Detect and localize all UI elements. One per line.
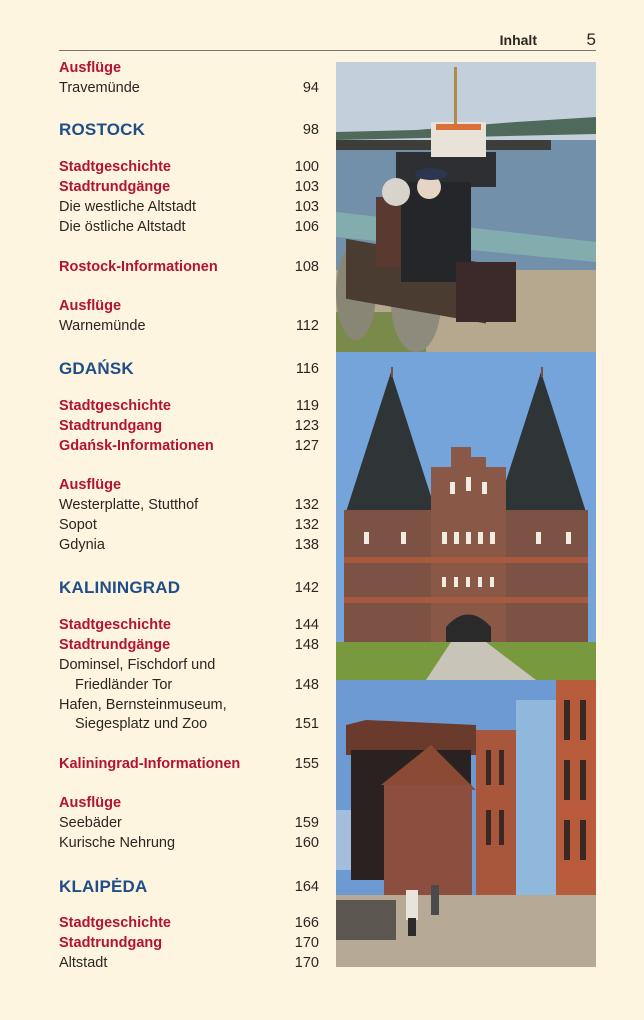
- toc-page-number: 132: [294, 497, 319, 513]
- table-of-contents: [59, 0, 319, 1020]
- toc-page-number: 170: [294, 935, 319, 951]
- toc-subheading: [59, 416, 319, 436]
- toc-subheading: [59, 933, 319, 953]
- toc-label: Rostock-Informationen: [59, 259, 218, 275]
- toc-city-heading: [59, 578, 319, 598]
- toc-page-number: 142: [294, 580, 319, 596]
- toc-page-number: 103: [294, 179, 319, 195]
- toc-subheading: [59, 635, 319, 655]
- toc-label: Westerplatte, Stutthof: [59, 497, 199, 513]
- toc-label: Stadtrundgänge: [59, 179, 171, 195]
- toc-label: ROSTOCK: [59, 120, 146, 139]
- toc-label: Stadtgeschichte: [59, 915, 171, 931]
- toc-entry: [59, 495, 319, 515]
- toc-label: Gdynia: [59, 537, 105, 553]
- toc-label: Stadtrundgang: [59, 418, 163, 434]
- toc-label: Hafen, Bernsteinmuseum,: [59, 697, 227, 713]
- toc-page-number: 116: [295, 361, 319, 377]
- toc-page-number: 164: [294, 879, 319, 895]
- toc-page-number: 160: [294, 835, 319, 851]
- photo-gdansk-crane: [336, 680, 596, 967]
- toc-page-number: 106: [294, 219, 319, 235]
- toc-city-heading: [59, 359, 319, 379]
- toc-label: Dominsel, Fischdorf und: [59, 657, 216, 673]
- toc-label: Ausflüge: [59, 60, 122, 76]
- toc-entry: [59, 695, 319, 715]
- page-number: 5: [586, 30, 596, 49]
- toc-label: Kurische Nehrung: [59, 835, 176, 851]
- photo-holstentor: [336, 352, 596, 680]
- toc-label: Stadtgeschichte: [59, 398, 171, 414]
- toc-entry: [59, 714, 319, 734]
- toc-label: Siegesplatz und Zoo: [75, 716, 208, 732]
- toc-entry: [59, 197, 319, 217]
- toc-page-number: 138: [294, 537, 319, 553]
- toc-entry: [59, 655, 319, 675]
- toc-page-number: 127: [294, 438, 319, 454]
- toc-entry: [59, 78, 319, 98]
- toc-label: Stadtrundgang: [59, 935, 163, 951]
- toc-subheading: [59, 157, 319, 177]
- toc-page-number: 132: [294, 517, 319, 533]
- toc-subheading: [59, 615, 319, 635]
- toc-page-number: 155: [294, 756, 319, 772]
- toc-label: Die westliche Altstadt: [59, 199, 197, 215]
- toc-city-heading: [59, 877, 319, 897]
- toc-label: Stadtrundgänge: [59, 637, 171, 653]
- toc-label: Warnemünde: [59, 318, 146, 334]
- toc-entry: [59, 515, 319, 535]
- toc-subheading: [59, 436, 319, 456]
- toc-label: Seebäder: [59, 815, 122, 831]
- toc-page-number: 112: [295, 318, 319, 334]
- toc-page-number: 119: [295, 398, 319, 414]
- toc-subheading: [59, 754, 319, 774]
- toc-label: Travemünde: [59, 80, 140, 96]
- toc-page-number: 159: [294, 815, 319, 831]
- toc-entry: [59, 675, 319, 695]
- toc-page-number: 170: [294, 955, 319, 971]
- toc-entry: [59, 953, 319, 973]
- toc-page-number: 148: [294, 637, 319, 653]
- toc-label: Gdańsk-Informationen: [59, 438, 214, 454]
- toc-page-number: 98: [302, 122, 319, 138]
- toc-label: Stadtgeschichte: [59, 617, 171, 633]
- toc-entry: [59, 813, 319, 833]
- toc-entry: [59, 217, 319, 237]
- toc-entry: [59, 535, 319, 555]
- toc-subheading: [59, 793, 319, 813]
- toc-entry: [59, 316, 319, 336]
- toc-page-number: 148: [294, 677, 319, 693]
- toc-subheading: [59, 177, 319, 197]
- toc-page-number: 144: [294, 617, 319, 633]
- toc-label: Sopot: [59, 517, 97, 533]
- toc-label: KLAIPĖDA: [59, 877, 148, 896]
- toc-page-number: 94: [302, 80, 319, 96]
- toc-label: Ausflüge: [59, 795, 122, 811]
- toc-entry: [59, 833, 319, 853]
- toc-label: Ausflüge: [59, 298, 122, 314]
- toc-subheading: [59, 257, 319, 277]
- toc-subheading: [59, 296, 319, 316]
- toc-subheading: [59, 58, 319, 78]
- toc-label: Ausflüge: [59, 477, 122, 493]
- toc-page-number: 108: [294, 259, 319, 275]
- toc-label: Friedländer Tor: [75, 677, 173, 693]
- toc-subheading: [59, 913, 319, 933]
- toc-page-number: 123: [294, 418, 319, 434]
- toc-label: GDAŃSK: [59, 359, 134, 378]
- photo-column: [336, 62, 596, 967]
- photo-harbor-bench: [336, 62, 596, 352]
- toc-label: Kaliningrad-Informationen: [59, 756, 241, 772]
- toc-label: Die östliche Altstadt: [59, 219, 186, 235]
- toc-page-number: 151: [294, 716, 319, 732]
- toc-subheading: [59, 475, 319, 495]
- header-section-title: Inhalt: [499, 32, 537, 48]
- toc-page-number: 100: [294, 159, 319, 175]
- toc-page-number: 103: [294, 199, 319, 215]
- toc-label: KALININGRAD: [59, 578, 181, 597]
- toc-label: Stadtgeschichte: [59, 159, 171, 175]
- toc-city-heading: [59, 120, 319, 140]
- toc-page-number: 166: [294, 915, 319, 931]
- toc-label: Altstadt: [59, 955, 108, 971]
- toc-subheading: [59, 396, 319, 416]
